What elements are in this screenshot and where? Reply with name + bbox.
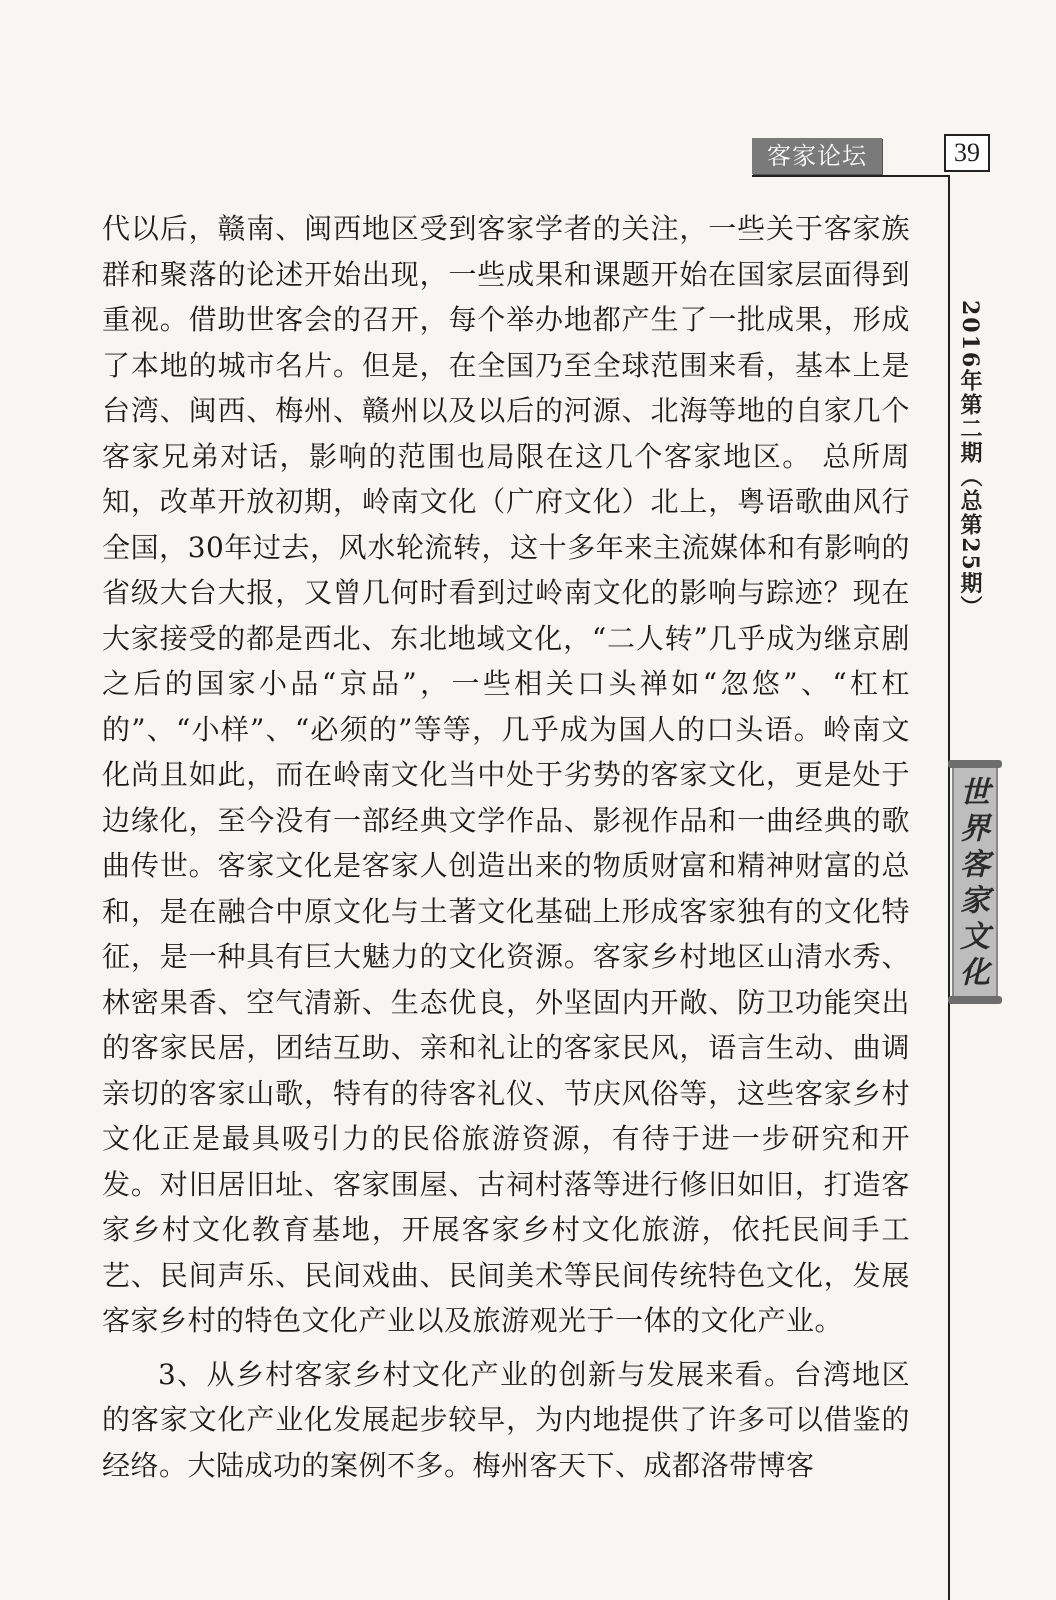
article-body [102,206,910,1488]
paragraph-2: 3、从乡村客家乡村文化产业的创新与发展来看。台湾地区的客家文化产业化发展起步较早，为内地提供了许多可以借鉴的经络。大陆成功的案例不多。梅州客天下、成都洛带博客 [102,1357,910,1482]
paragraph-1: 代以后，赣南、闽西地区受到客家学者的关注，一些关于客家族群和聚落的论述开始出现，一些成果和课题开始在国家层面得到重视。借助世客会的召开，每个举办地都产生了一批成果，形成了本地的城市名片。但是，在全国乃至全球范围来看，基本上是台湾、闽西、梅州、赣州以及以后的河源、北海等地的自家几个客家兄弟对话，影响的范围也局限在这几个客家地区。 总所周知，改革开放初期，岭南文化（广府文化）北上，粤语歌曲风行全国，30年过去，风水轮流转，这十多年来主流媒体和有影响的省级大台大报，又曾几何时看到过岭南文化的影响与踪迹？现在大家接受的都是西北、东北地域文化，“二人转”几乎成为继京剧之后的国家小品“京品”，一些相关口头禅如“忽悠”、“杠杠的”、“小样”、“必须的”等等，几乎成为国人的口头语。岭南文化尚且如此，而在岭南文化当中处于劣势的客家文化，更是处于边缘化，至今没有一部经典文学作品、影视作品和一曲经典的歌曲传世。客家文化是客家人创造出来的物质财富和精神财富的总和，是在融合中原文化与土著文化基础上形成客家独有的文化特征，是一种具有巨大魅力的文化资源。客家乡村地区山清水秀、林密果香、空气清新、生态优良，外坚固内开敞、防卫功能突出的客家民居，团结互助、亲和礼让的客家民风，语言生动、曲调亲切的客家山歌，特有的待客礼仪、节庆风俗等，这些客家乡村文化正是最具吸引力的民俗旅游资源，有待于进一步研究和开发。对旧居旧址、客家围屋、古祠村落等进行修旧如旧，打造客家乡村文化教育基地，开展客家乡村文化旅游，依托民间手工艺、民间声乐、民间戏曲、民间美术等民间传统特色文化，发展客家乡村的特色文化产业以及旅游观光于一体的文化产业。 [102,212,910,1337]
scroll-emblem-icon [948,760,1002,1004]
page-number: 39 [944,134,990,172]
section-title: 客家论坛 [752,138,882,174]
scroll-rod-bottom [948,996,1002,1004]
issue-info: 2016年第二期（总第25期） [957,300,983,620]
emblem-calligraphy: 世界客家文化 [954,776,989,992]
header-rule [752,175,948,177]
scroll-rod-top [948,760,1002,768]
